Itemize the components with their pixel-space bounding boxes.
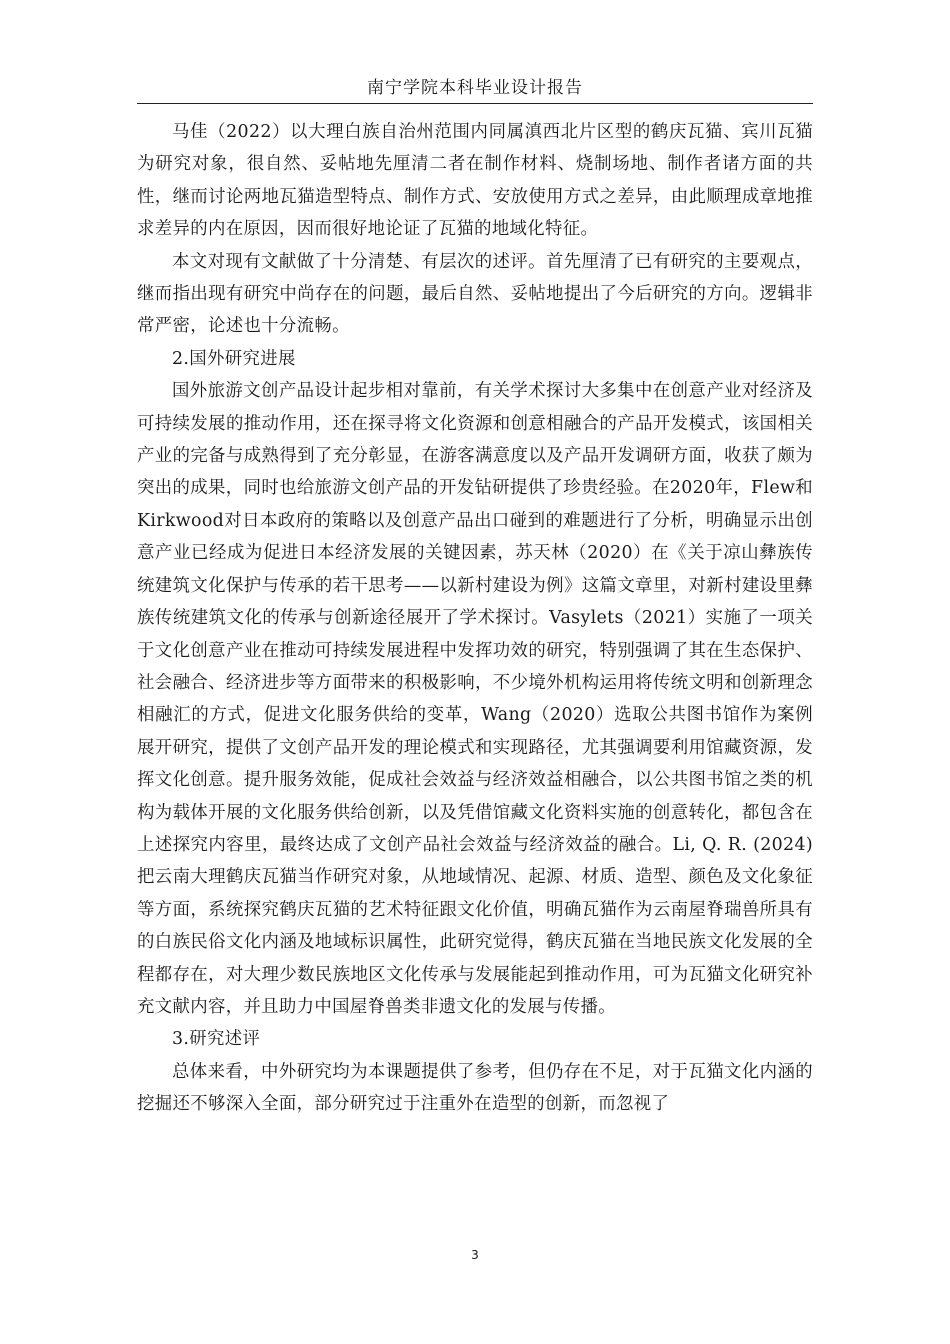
paragraph-ma-jia: 马佳（2022）以大理白族自治州范围内同属滇西北片区型的鹤庆瓦猫、宾川瓦猫为研究对象，很自然、妥帖地先厘清二者在制作材料、烧制场地、制作者诸方面的共性，继而讨论两地瓦猫造型特点、制作方式、安放使用方式之差异，由此顺理成章地推求差异的内在原因，因而很好地论证了瓦猫的地域化特征。 xyxy=(137,122,813,240)
body-content xyxy=(137,116,813,1121)
paragraph-overall-review: 总体来看，中外研究均为本课题提供了参考，但仍存在不足，对于瓦猫文化内涵的挖掘还不够深入全面，部分研究过于注重外在造型的创新，而忽视了 xyxy=(137,1061,813,1115)
page-header-title: 南宁学院本科毕业设计报告 xyxy=(367,78,583,98)
paragraph-review-summary: 本文对现有文献做了十分清楚、有层次的述评。首先厘清了已有研究的主要观点，继而指出现有研究中尚存在的问题，最后自然、妥帖地提出了今后研究的方向。逻辑非常严密，论述也十分流畅。 xyxy=(137,251,813,337)
paragraph-foreign-research: 国外旅游文创产品设计起步相对靠前，有关学术探讨大多集中在创意产业对经济及可持续发展的推动作用，还在探寻将文化资源和创意相融合的产品开发模式，该国相关产业的完备与成熟得到了充分彰显，在游客满意度以及产品开发调研方面，收获了颇为突出的成果，同时也给旅游文创产品的开发钻研提供了珍贵经验。在2020年，Flew和Kirkwood对日本政府的策略以及创意产品出口碰到的难题进行了分析，明确显示出创意产业已经成为促进日本经济发展的关键因素，苏天林（2020）在《关于凉山彝族传统建筑文化保护与传承的若干思考——以新村建设为例》这篇文章里，对新村建设里彝族传统建筑文化的传承与创新途径展开了学术探讨。Vasylets（2021）实施了一项关于文化创意产业在推动可持续发展进程中发挥功效的研究，特别强调了其在生态保护、社会融合、经济进步等方面带来的积极影响，不少境外机构运用将传统文明和创新理念相融汇的方式，促进文化服务供给的变革，Wang（2020）选取公共图书馆作为案例展开研究，提供了文创产品开发的理论模式和实现路径，尤其强调要利用馆藏资源，发挥文化创意。提升服务效能，促成社会效益与经济效益相融合，以公共图书馆之类的机构为载体开展的文化服务供给创新，以及凭借馆藏文化资料实施的创意转化，都包含在上述探究内容里，最终达成了文创产品社会效益与经济效益的融合。Li, Q. R. (2024) 把云南大理鹤庆瓦猫当作研究对象，从地域情况、起源、材质、造型、颜色及文化象征等方面，系统探究鹤庆瓦猫的艺术特征跟文化价值，明确瓦猫作为云南屋脊瑞兽所具有的白族民俗文化内涵及地域标识属性，此研究觉得，鹤庆瓦猫在当地民族文化发展的全程都存在，对大理少数民族地区文化传承与发展能起到推动作用，可为瓦猫文化研究补充文献内容，并且助力中国屋脊兽类非遗文化的发展与传播。 xyxy=(137,381,813,1017)
section-heading-foreign-research: 2.国外研究进展 xyxy=(172,348,296,369)
page-number: 3 xyxy=(471,1248,479,1262)
header-divider xyxy=(137,103,813,104)
section-heading-research-review: 3.研究述评 xyxy=(172,1029,261,1050)
